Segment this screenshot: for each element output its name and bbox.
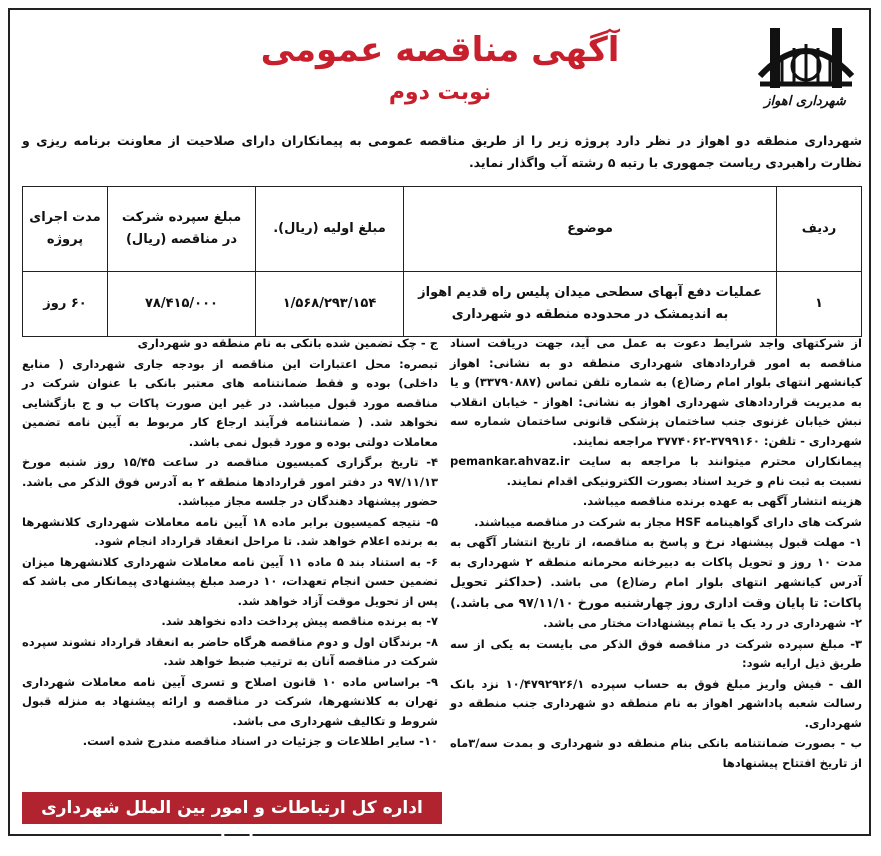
prepayment-paragraph: ۷- به برنده مناقصه پیش پرداخت داده نخواهد شد.: [161, 614, 438, 628]
project-table: [22, 186, 862, 337]
invitation-paragraph: از شرکتهای واجد شرایط دعوت به عمل می آید، جهت دریافت اسناد مناقصه به امور قراردادهای شهرداری منطقه دو به نشانی: اهواز کیانشهر انتهای بلوار امام رضا(ع) به شماره تلفن تماس (۳۳۷۹۰۸۸۷) و یا به مدیریت قراردادهای شهرداری اهواز به نشانی: اهواز - خیابان انقلاب نبش خیابان غزنوی جنب ساختمان پزشکی قانونی ساختمان شماره سه شهرداری - تلفن: ۳۷۹۹۱۶۰-۳۷۷۴۰۶۲ مراجعه نمایند.: [450, 336, 862, 448]
cell-deposit-amount: ۷۸/۴۱۵/۰۰۰: [108, 272, 256, 337]
rejection-paragraph: ۲- شهرداری در رد یک یا تمام پیشنهادات مختار می باشد.: [543, 616, 862, 630]
note-paragraph: تبصره: محل اعتبارات این مناقصه از بودجه جاری شهرداری ( منابع داخلی) بوده و فقط ضمانتنامه های معتبر بانکی با عنوان شرکت در مناقصه مورد قبول میباشد. در غیر این صورت پاکات ب و ج بازگشایی نخواهد شد. ( ضمانتنامه فرآیند ارجاع کار مربوط به آیین نامه تضمین معاملات دولتی بوده و مورد قبول نمی باشد.: [22, 356, 438, 449]
right-column: [450, 334, 862, 774]
ad-subtitle: نوبت دوم: [388, 80, 492, 105]
winners-paragraph: ۸- برندگان اول و دوم مناقصه هرگاه حاضر به انعقاد قرارداد نشوند سپرده شرکت در مناقصه آنان به ترتیب ضبط خواهد شد.: [22, 634, 438, 668]
result-paragraph: ۵- نتیجه کمیسیون برابر ماده ۱۸ آیین نامه معاملات شهرداری کلانشهرها به برنده اعلام خواهد شد. تا مراحل انعقاد قرارداد انجام شود.: [22, 514, 438, 548]
cell-initial-amount: ۱/۵۶۸/۲۹۳/۱۵۴: [256, 272, 404, 337]
deadline-text: ۱- مهلت قبول پیشنهاد نرخ و پاسخ به مناقصه، از تاریخ انتشار آگهی به مدت ۱۰ روز و تحویل پاکات به دبیرخانه محرمانه منطقه ۲ شهرداری به آدرس کیانشهر انتهای بلوار امام رضا(ع) می باشد.: [450, 535, 863, 589]
header-subject: موضوع: [404, 187, 777, 272]
website-text-after: نسبت به ثبت نام و خرید اسناد بصورت الکترونیکی اقدام نمایند.: [506, 473, 862, 488]
deposit-methods-paragraph: ۳- مبلغ سپرده شرکت در مناقصه فوق الذکر می بایست به یکی از سه طریق ذیل ارایه شود:: [450, 636, 862, 670]
other-info-paragraph: ۱۰- سایر اطلاعات و جزئیات در اسناد مناقصه مندرج شده است.: [82, 734, 438, 748]
commission-paragraph: ۴- تاریخ برگزاری کمیسیون مناقصه در ساعت ۱۵/۴۵ روز شنبه مورخ ۹۷/۱۱/۱۳ در دفتر امور قراردادها منطقه ۲ به آدرس فوق الذکر می باشد. حضور پیشنهاد دهندگان در جلسه مجاز میباشد.: [22, 455, 438, 508]
deposit-method-a: الف - فیش واریز مبلغ فوق به حساب سپرده ۱۰/۴۷۹۲۹۲۶/۱ نزد بانک رسالت شعبه پاداشهر اهواز به نام منطقه دو شهرداری جنب منطقه دو شهرداری.: [450, 676, 862, 730]
cell-duration: ۶۰ روز: [23, 272, 108, 337]
cell-subject: عملیات دفع آبهای سطحی میدان پلیس راه قدیم اهواز به اندیمشک در محدوده منطقه دو شهرداری: [404, 272, 777, 337]
intro-paragraph: شهرداری منطقه دو اهواز در نظر دارد پروژه زیر را از طریق مناقصه عمومی به پیمانکاران دارای صلاحیت از معاونت برنامه ریزی و نظارت راهبردی ریاست جمهوری با رتبه ۵ رشته آب واگذار نماید.: [22, 133, 862, 170]
table-row: [23, 272, 862, 337]
website-link[interactable]: pemankar.ahvaz.ir: [450, 454, 570, 468]
table-header-row: [23, 187, 862, 272]
header-row-number: ردیف: [777, 187, 862, 272]
cell-row-number: ۱: [777, 272, 862, 337]
hsf-paragraph: شرکت های دارای گواهینامه HSF مجاز به شرکت در مناقصه میباشند.: [474, 514, 862, 529]
website-paragraph: [450, 452, 862, 491]
footer-bar: اداره کل ارتباطات و امور بین الملل شهرداری اهواز: [22, 792, 442, 824]
guarantee-paragraph: ۶- به استناد بند ۵ ماده ۱۱ آیین نامه معاملات شهرداری کلانشهرها میزان تضمین حسن انجام تعهدات، ۱۰ درصد مبلغ پیشنهادی پیمانکار می باشد که پس از تحویل موقت آزاد خواهد شد.: [22, 554, 438, 608]
logo-caption: شهرداری اهواز: [764, 94, 846, 109]
deadline-paragraph: [450, 533, 862, 613]
header-deposit-amount: مبلغ سپرده شرکت در مناقصه (ریال): [108, 187, 256, 272]
header-duration: مدت اجرای پروژه: [23, 187, 108, 272]
law-paragraph: ۹- براساس ماده ۱۰ قانون اصلاح و تسری آیین نامه معاملات شهرداری تهران به کلانشهرها، شرکت در مناقصه و ارائه پیشنهاد به منزله قبول شروط و تکالیف شهرداری می باشد.: [22, 674, 438, 728]
deposit-method-c: ج - چک تضمین شده بانکی به نام منطقه دو شهرداری: [137, 336, 438, 350]
deadline-emphasis: (حداکثر تحویل پاکات: تا پایان وقت اداری روز چهارشنبه مورخ ۹۷/۱۱/۱۰ می باشد.): [450, 574, 862, 610]
header-initial-amount: مبلغ اولیه (ریال).: [256, 187, 404, 272]
ad-cost-paragraph: هزینه انتشار آگهی به عهده برنده مناقصه میباشد.: [582, 494, 862, 508]
website-text-before: پیمانکاران محترم میتوانند با مراجعه به سایت: [578, 454, 862, 468]
ad-title: آگهی مناقصه عمومی: [260, 30, 620, 70]
left-column: [22, 334, 438, 753]
deposit-method-b: ب - بصورت ضمانتنامه بانکی بنام منطقه دو شهرداری و بمدت سه/۳ماه از تاریخ افتتاح پیشنهادها: [450, 736, 862, 770]
